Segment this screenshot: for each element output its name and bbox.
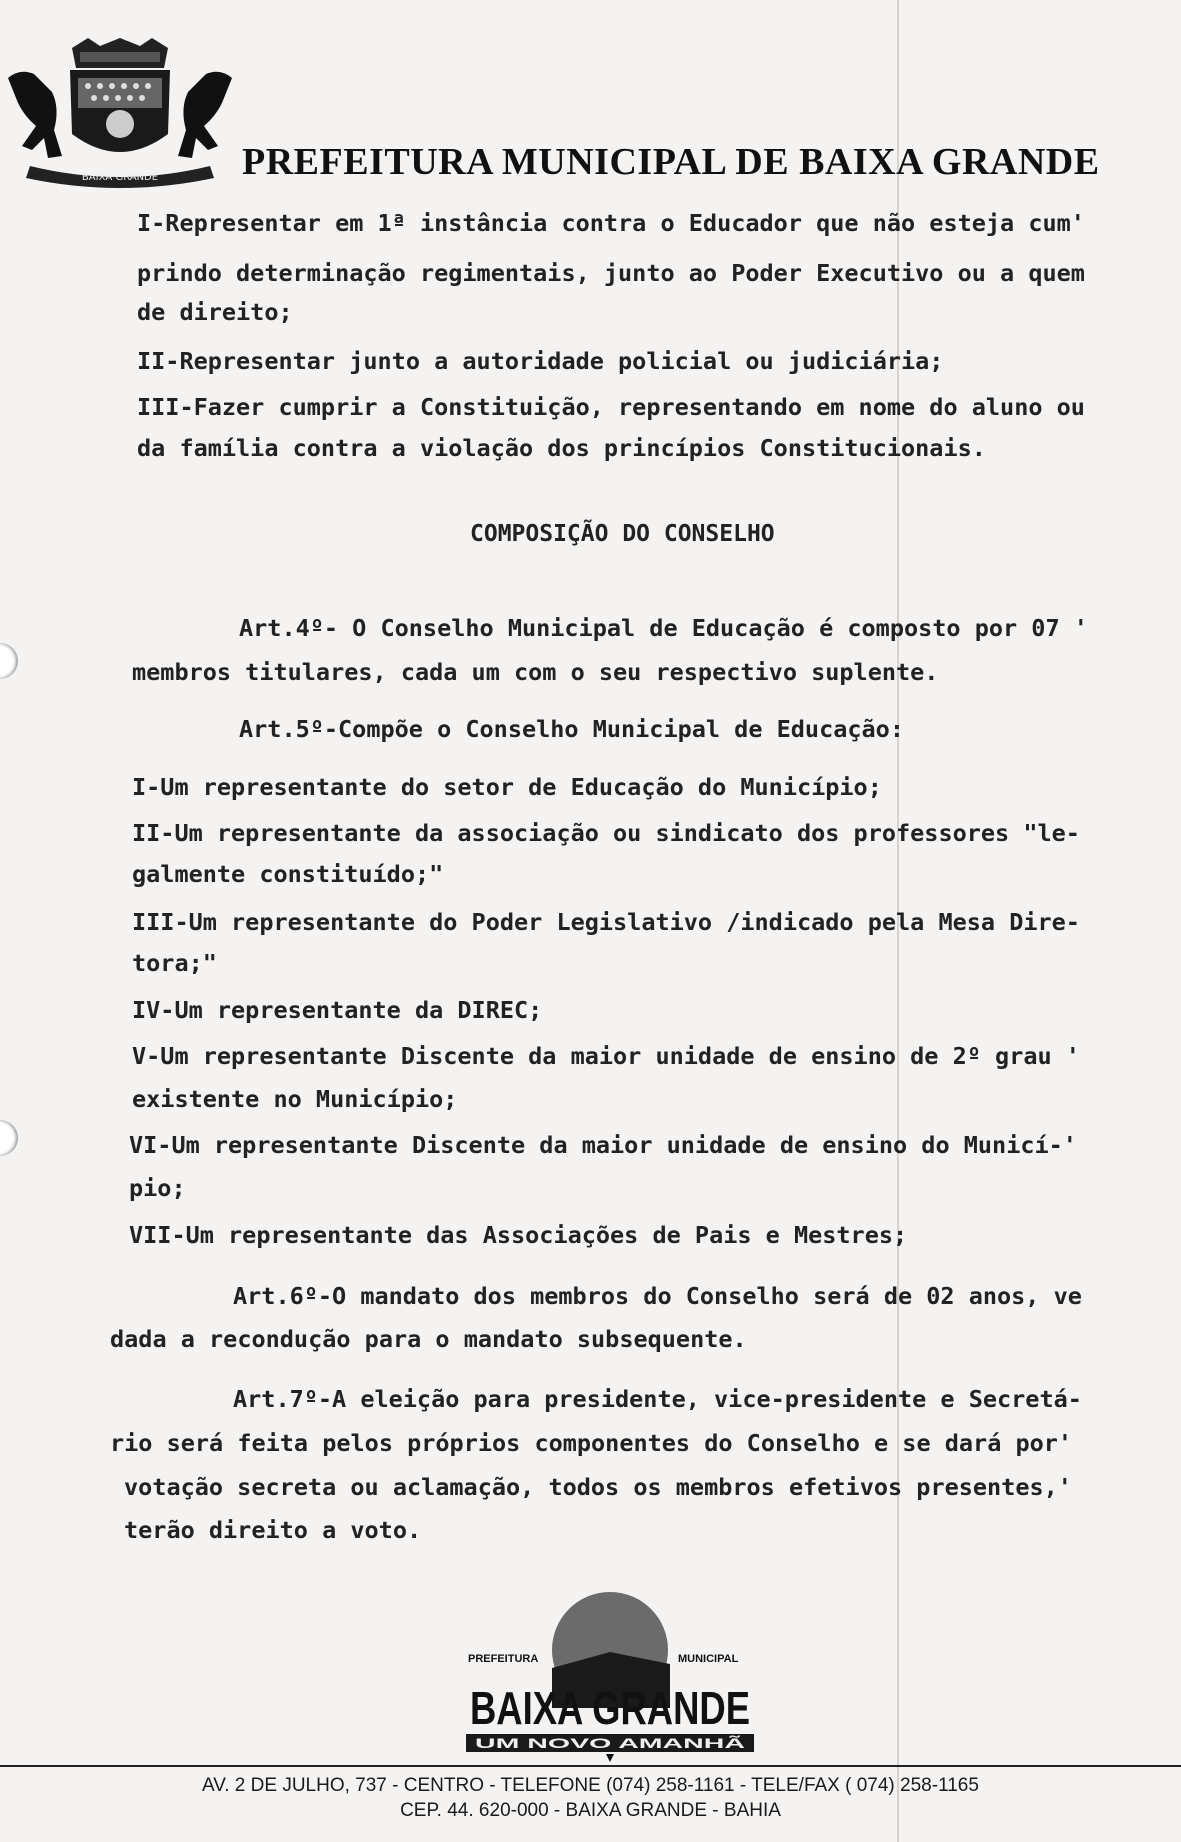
footer-address-line: AV. 2 DE JULHO, 737 - CENTRO - TELEFONE (074) 258-1161 - TELE/FAX ( 074) 258-1165 (202, 1775, 979, 1796)
body-line: tora;" (132, 949, 217, 977)
body-line: pio; (129, 1174, 186, 1202)
logo-slogan-text: UM NOVO AMANHÃ (475, 1735, 608, 1751)
body-line: terão direito a voto. (124, 1516, 422, 1544)
body-line: I-Representar em 1ª instância contra o Educador que não esteja cum' (137, 209, 1085, 237)
body-line: Art.4º- O Conselho Municipal de Educação é composto por 07 ' (239, 614, 1088, 642)
section-heading: COMPOSIÇÃO DO CONSELHO (470, 521, 775, 547)
punch-hole (0, 1120, 18, 1156)
footer-divider (0, 1765, 1181, 1767)
body-line: Art.7º-A eleição para presidente, vice-presidente e Secretá- (233, 1385, 1082, 1413)
logo-main-text: BAIXA GRANDE (470, 1682, 750, 1734)
municipal-crest-icon (0, 38, 240, 188)
logo-municipal-text: MUNICIPAL (678, 1653, 739, 1665)
municipality-title: PREFEITURA MUNICIPAL DE BAIXA GRANDE (242, 141, 1100, 183)
body-line: VI-Um representante Discente da maior unidade de ensino do Municí-' (129, 1131, 1077, 1159)
body-line: V-Um representante Discente da maior unidade de ensino de 2º grau ' (132, 1042, 1080, 1070)
body-line: membros titulares, cada um com o seu respectivo suplente. (132, 658, 939, 686)
footer-address-line: CEP. 44. 620-000 - BAIXA GRANDE - BAHIA (400, 1800, 781, 1821)
body-line: II-Representar junto a autoridade policial ou judiciária; (137, 347, 944, 375)
body-line: III-Fazer cumprir a Constituição, representando em nome do aluno ou (137, 393, 1085, 421)
body-line: IV-Um representante da DIREC; (132, 996, 543, 1024)
body-line: Art.6º-O mandato dos membros do Conselho será de 02 anos, ve (233, 1282, 1082, 1310)
footer-logo (460, 1590, 760, 1765)
logo-prefeitura-text: PREFEITURA (468, 1653, 539, 1665)
body-line: Art.5º-Compõe o Conselho Municipal de Educação: (239, 715, 904, 743)
body-line: da família contra a violação dos princípios Constitucionais. (137, 434, 986, 462)
body-line: II-Um representante da associação ou sindicato dos professores "le- (132, 819, 1080, 847)
body-line: dada a recondução para o mandato subsequente. (110, 1325, 747, 1353)
body-line: votação secreta ou aclamação, todos os membros efetivos presentes,' (124, 1473, 1072, 1501)
body-line: de direito; (137, 298, 293, 326)
body-line: I-Um representante do setor de Educação do Município; (132, 773, 882, 801)
body-line: galmente constituído;" (132, 860, 444, 888)
body-line: prindo determinação regimentais, junto ao Poder Executivo ou a quem (137, 259, 1085, 287)
punch-hole (0, 643, 18, 679)
body-line: III-Um representante do Poder Legislativo /indicado pela Mesa Dire- (132, 908, 1080, 936)
crest-ribbon-text: BAIXA GRANDE (81, 172, 159, 183)
body-line: existente no Município; (132, 1085, 458, 1113)
body-line: VII-Um representante das Associações de Pais e Mestres; (129, 1221, 908, 1249)
body-line: rio será feita pelos próprios componentes do Conselho e se dará por' (110, 1429, 1073, 1457)
